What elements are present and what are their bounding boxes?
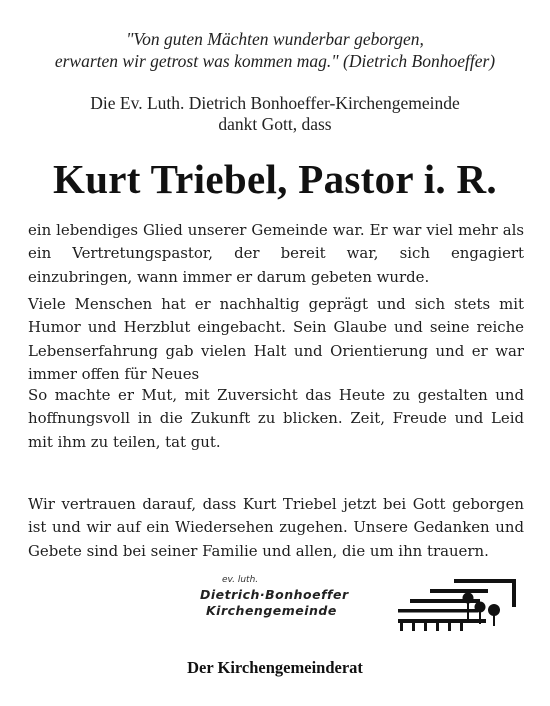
logo-name-line-1: Dietrich·Bonhoeffer (200, 587, 349, 602)
intro-line-2: dankt Gott, dass (218, 114, 332, 134)
signature: Der Kirchengemeinderat (187, 658, 363, 677)
paragraph-3: So machte er Mut, mit Zuversicht das Heute zu gestalten und hoffnungsvoll in die Zukunft zu blicken. Zeit, Freude und Leid mit ihm zu teilen, tat gut. (28, 386, 524, 451)
intro-line-1: Die Ev. Luth. Dietrich Bonhoeffer-Kirchengemeinde (90, 93, 460, 113)
paragraph-4: Wir vertrauen darauf, dass Kurt Triebel jetzt bei Gott geborgen ist und wir auf ein Wiedersehen zugehen. Unsere Gedanken und Gebete sind bei seiner Familie und allen, die um ihn trauern. (28, 495, 524, 560)
logo-name-line-2: Kirchengemeinde (206, 603, 337, 618)
deceased-name: Kurt Triebel, Pastor i. R. (53, 156, 497, 202)
quote-line-2: erwarten wir getrost was kommen mag." (Dietrich Bonhoeffer) (54, 51, 496, 71)
quote-line-1: "Von guten Mächten wunderbar geborgen, (126, 29, 424, 49)
bonhoeffer-quote (20, 28, 530, 72)
church-building-icon (396, 577, 521, 633)
paragraph-2: Viele Menschen hat er nachhaltig geprägt und sich stets mit Humor und Herzblut eingebacht. Sein Glaube und seine reiche Lebenserfahrung gab vielen Halt und Orientierung und er war immer offen für Neues (28, 295, 524, 383)
intro-text (20, 93, 530, 135)
church-logo (196, 575, 526, 635)
logo-small-text: ev. luth. (222, 575, 259, 585)
paragraph-1: ein lebendiges Glied unserer Gemeinde war. Er war viel mehr als ein Vertretungspastor, der bereit war, sich engagiert einzubringen, wann immer er darum gebeten wurde. (28, 221, 524, 286)
